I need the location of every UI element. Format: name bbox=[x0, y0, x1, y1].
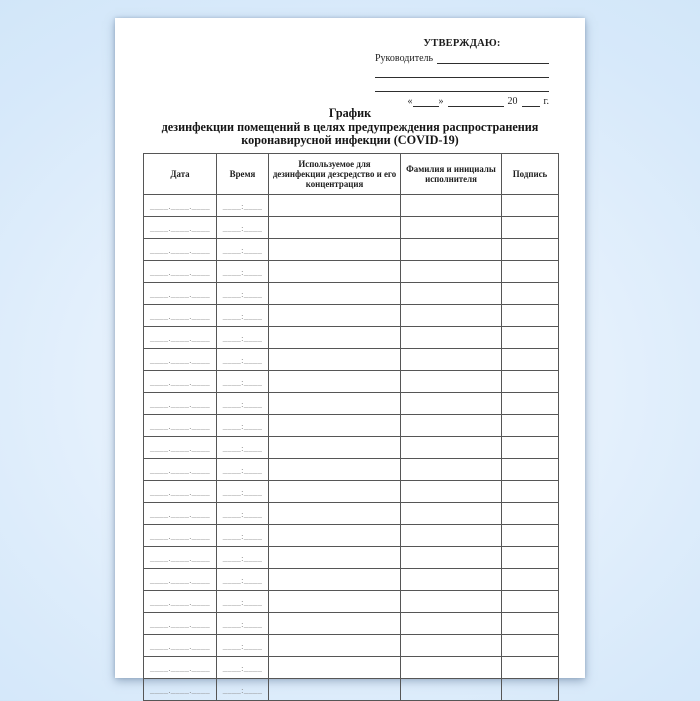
executor-cell bbox=[401, 591, 502, 613]
time-cell bbox=[217, 349, 269, 371]
executor-cell bbox=[401, 437, 502, 459]
time-blank: ____:____ bbox=[222, 223, 263, 233]
schedule-table bbox=[143, 153, 559, 701]
date-blank: ____.____.____ bbox=[149, 509, 211, 519]
time-cell bbox=[217, 371, 269, 393]
time-blank: ____:____ bbox=[222, 267, 263, 277]
time-blank: ____:____ bbox=[222, 311, 263, 321]
manager-line bbox=[375, 52, 549, 64]
date-cell bbox=[144, 635, 217, 657]
title-line-3: коронавирусной инфекции (COVID-19) bbox=[241, 133, 459, 148]
time-cell bbox=[217, 613, 269, 635]
date-cell bbox=[144, 481, 217, 503]
disinfectant-cell bbox=[269, 261, 401, 283]
table-row bbox=[144, 547, 559, 569]
header-executor: Фамилия и инициалы исполнителя bbox=[401, 154, 502, 195]
disinfectant-cell bbox=[269, 217, 401, 239]
signature-cell bbox=[502, 437, 559, 459]
time-cell bbox=[217, 261, 269, 283]
time-cell bbox=[217, 569, 269, 591]
date-blank: ____.____.____ bbox=[149, 597, 211, 607]
date-cell bbox=[144, 217, 217, 239]
disinfectant-cell bbox=[269, 679, 401, 701]
signature-cell bbox=[502, 327, 559, 349]
signature-cell bbox=[502, 459, 559, 481]
disinfectant-cell bbox=[269, 591, 401, 613]
date-blank: ____.____.____ bbox=[149, 685, 211, 695]
signature-cell bbox=[502, 283, 559, 305]
document-page bbox=[115, 18, 585, 695]
executor-cell bbox=[401, 547, 502, 569]
table-row bbox=[144, 481, 559, 503]
executor-cell bbox=[401, 569, 502, 591]
time-blank: ____:____ bbox=[222, 553, 263, 563]
signature-cell bbox=[502, 217, 559, 239]
time-blank: ____:____ bbox=[222, 575, 263, 585]
table-row bbox=[144, 613, 559, 635]
time-blank: ____:____ bbox=[222, 663, 263, 673]
disinfectant-cell bbox=[269, 327, 401, 349]
executor-cell bbox=[401, 217, 502, 239]
executor-cell bbox=[401, 525, 502, 547]
time-cell bbox=[217, 635, 269, 657]
date-blank: ____.____.____ bbox=[149, 487, 211, 497]
date-cell bbox=[144, 393, 217, 415]
table-row bbox=[144, 217, 559, 239]
date-blank: ____.____.____ bbox=[149, 377, 211, 387]
executor-cell bbox=[401, 305, 502, 327]
executor-cell bbox=[401, 195, 502, 217]
date-blank: ____.____.____ bbox=[149, 619, 211, 629]
disinfectant-cell bbox=[269, 283, 401, 305]
time-cell bbox=[217, 481, 269, 503]
time-cell bbox=[217, 591, 269, 613]
executor-cell bbox=[401, 283, 502, 305]
time-blank: ____:____ bbox=[222, 509, 263, 519]
executor-cell bbox=[401, 503, 502, 525]
signature-cell bbox=[502, 239, 559, 261]
executor-cell bbox=[401, 657, 502, 679]
disinfectant-cell bbox=[269, 481, 401, 503]
date-cell bbox=[144, 459, 217, 481]
date-cell bbox=[144, 349, 217, 371]
disinfectant-cell bbox=[269, 371, 401, 393]
disinfectant-cell bbox=[269, 393, 401, 415]
signature-cell bbox=[502, 349, 559, 371]
table-header-row bbox=[144, 154, 559, 195]
time-cell bbox=[217, 503, 269, 525]
table-row bbox=[144, 679, 559, 701]
header-date: Дата bbox=[144, 154, 217, 195]
date-cell bbox=[144, 437, 217, 459]
header-disinfectant: Используемое для дезинфекции дезсредство и его концентрация bbox=[269, 154, 401, 195]
manager-label: Руководитель bbox=[375, 53, 434, 64]
date-blank: ____.____.____ bbox=[149, 201, 211, 211]
signature-cell bbox=[502, 261, 559, 283]
time-cell bbox=[217, 437, 269, 459]
blank-line-2 bbox=[375, 80, 549, 92]
date-cell bbox=[144, 547, 217, 569]
signature-cell bbox=[502, 525, 559, 547]
date-cell bbox=[144, 591, 217, 613]
date-blank: ____.____.____ bbox=[149, 575, 211, 585]
time-cell bbox=[217, 217, 269, 239]
date-blank: ____.____.____ bbox=[149, 399, 211, 409]
date-cell bbox=[144, 239, 217, 261]
executor-cell bbox=[401, 393, 502, 415]
date-cell bbox=[144, 371, 217, 393]
disinfectant-cell bbox=[269, 305, 401, 327]
date-cell bbox=[144, 415, 217, 437]
table-row bbox=[144, 327, 559, 349]
time-blank: ____:____ bbox=[222, 333, 263, 343]
table-row bbox=[144, 393, 559, 415]
date-blank: ____.____.____ bbox=[149, 443, 211, 453]
signature-cell bbox=[502, 305, 559, 327]
date-blank: ____.____.____ bbox=[149, 267, 211, 277]
date-cell bbox=[144, 261, 217, 283]
table-row bbox=[144, 349, 559, 371]
date-blank: ____.____.____ bbox=[149, 223, 211, 233]
date-blank: ____.____.____ bbox=[149, 663, 211, 673]
header-signature: Подпись bbox=[502, 154, 559, 195]
disinfectant-cell bbox=[269, 459, 401, 481]
executor-cell bbox=[401, 415, 502, 437]
date-blank: ____.____.____ bbox=[149, 531, 211, 541]
executor-cell bbox=[401, 679, 502, 701]
time-cell bbox=[217, 459, 269, 481]
time-blank: ____:____ bbox=[222, 201, 263, 211]
signature-cell bbox=[502, 569, 559, 591]
table-row bbox=[144, 371, 559, 393]
time-blank: ____:____ bbox=[222, 289, 263, 299]
signature-cell bbox=[502, 371, 559, 393]
time-cell bbox=[217, 305, 269, 327]
signature-cell bbox=[502, 481, 559, 503]
signature-cell bbox=[502, 613, 559, 635]
signature-cell bbox=[502, 635, 559, 657]
close-quote: » bbox=[438, 96, 444, 107]
executor-cell bbox=[401, 327, 502, 349]
time-blank: ____:____ bbox=[222, 399, 263, 409]
time-cell bbox=[217, 195, 269, 217]
time-blank: ____:____ bbox=[222, 421, 263, 431]
manager-underline bbox=[437, 63, 549, 64]
disinfectant-cell bbox=[269, 547, 401, 569]
date-cell bbox=[144, 305, 217, 327]
disinfectant-cell bbox=[269, 525, 401, 547]
header-time: Время bbox=[217, 154, 269, 195]
underline bbox=[375, 77, 549, 78]
year-suffix: г. bbox=[543, 96, 549, 107]
time-blank: ____:____ bbox=[222, 641, 263, 651]
table-body bbox=[144, 195, 559, 701]
time-cell bbox=[217, 525, 269, 547]
time-cell bbox=[217, 393, 269, 415]
signature-cell bbox=[502, 547, 559, 569]
table-row bbox=[144, 283, 559, 305]
title-line-1: График bbox=[328, 106, 372, 120]
table-row bbox=[144, 503, 559, 525]
time-blank: ____:____ bbox=[222, 597, 263, 607]
time-cell bbox=[217, 547, 269, 569]
date-blank: ____.____.____ bbox=[149, 355, 211, 365]
time-blank: ____:____ bbox=[222, 465, 263, 475]
signature-cell bbox=[502, 195, 559, 217]
table-row bbox=[144, 437, 559, 459]
disinfectant-cell bbox=[269, 437, 401, 459]
underline bbox=[375, 91, 549, 92]
time-blank: ____:____ bbox=[222, 443, 263, 453]
date-cell bbox=[144, 195, 217, 217]
signature-cell bbox=[502, 393, 559, 415]
disinfectant-cell bbox=[269, 503, 401, 525]
time-cell bbox=[217, 239, 269, 261]
time-cell bbox=[217, 679, 269, 701]
signature-cell bbox=[502, 503, 559, 525]
table-row bbox=[144, 459, 559, 481]
disinfectant-cell bbox=[269, 635, 401, 657]
time-blank: ____:____ bbox=[222, 245, 263, 255]
signature-cell bbox=[502, 415, 559, 437]
approve-label: УТВЕРЖДАЮ: bbox=[423, 38, 501, 49]
document-title bbox=[115, 107, 585, 148]
date-blank: ____.____.____ bbox=[149, 641, 211, 651]
table-row bbox=[144, 305, 559, 327]
date-blank: ____.____.____ bbox=[149, 311, 211, 321]
title-line-2: дезинфекции помещений в целях предупреждения распространения bbox=[161, 119, 539, 134]
approval-block bbox=[375, 38, 549, 107]
executor-cell bbox=[401, 481, 502, 503]
disinfectant-cell bbox=[269, 657, 401, 679]
executor-cell bbox=[401, 349, 502, 371]
time-blank: ____:____ bbox=[222, 355, 263, 365]
blank-line-1 bbox=[375, 66, 549, 78]
table-row bbox=[144, 569, 559, 591]
table-row bbox=[144, 239, 559, 261]
date-cell bbox=[144, 283, 217, 305]
date-cell bbox=[144, 613, 217, 635]
table-row bbox=[144, 195, 559, 217]
time-blank: ____:____ bbox=[222, 619, 263, 629]
time-cell bbox=[217, 657, 269, 679]
signature-cell bbox=[502, 591, 559, 613]
disinfectant-cell bbox=[269, 569, 401, 591]
date-blank: ____.____.____ bbox=[149, 289, 211, 299]
executor-cell bbox=[401, 371, 502, 393]
date-blank: ____.____.____ bbox=[149, 421, 211, 431]
time-cell bbox=[217, 415, 269, 437]
disinfectant-cell bbox=[269, 349, 401, 371]
time-blank: ____:____ bbox=[222, 685, 263, 695]
time-blank: ____:____ bbox=[222, 531, 263, 541]
executor-cell bbox=[401, 261, 502, 283]
table-row bbox=[144, 635, 559, 657]
table-row bbox=[144, 261, 559, 283]
disinfectant-cell bbox=[269, 415, 401, 437]
approval-date-line bbox=[375, 94, 549, 107]
date-cell bbox=[144, 569, 217, 591]
date-blank: ____.____.____ bbox=[149, 245, 211, 255]
date-cell bbox=[144, 503, 217, 525]
table-row bbox=[144, 415, 559, 437]
date-cell bbox=[144, 327, 217, 349]
table-row bbox=[144, 657, 559, 679]
table-row bbox=[144, 525, 559, 547]
signature-cell bbox=[502, 679, 559, 701]
table-row bbox=[144, 591, 559, 613]
date-cell bbox=[144, 679, 217, 701]
executor-cell bbox=[401, 459, 502, 481]
time-cell bbox=[217, 283, 269, 305]
executor-cell bbox=[401, 613, 502, 635]
time-blank: ____:____ bbox=[222, 487, 263, 497]
signature-cell bbox=[502, 657, 559, 679]
date-cell bbox=[144, 525, 217, 547]
date-blank: ____.____.____ bbox=[149, 465, 211, 475]
disinfectant-cell bbox=[269, 239, 401, 261]
date-cell bbox=[144, 657, 217, 679]
time-blank: ____:____ bbox=[222, 377, 263, 387]
disinfectant-cell bbox=[269, 195, 401, 217]
date-blank: ____.____.____ bbox=[149, 553, 211, 563]
date-blank: ____.____.____ bbox=[149, 333, 211, 343]
executor-cell bbox=[401, 239, 502, 261]
time-cell bbox=[217, 327, 269, 349]
century-text: 20 bbox=[507, 96, 518, 107]
open-quote: « bbox=[407, 96, 413, 107]
disinfectant-cell bbox=[269, 613, 401, 635]
executor-cell bbox=[401, 635, 502, 657]
